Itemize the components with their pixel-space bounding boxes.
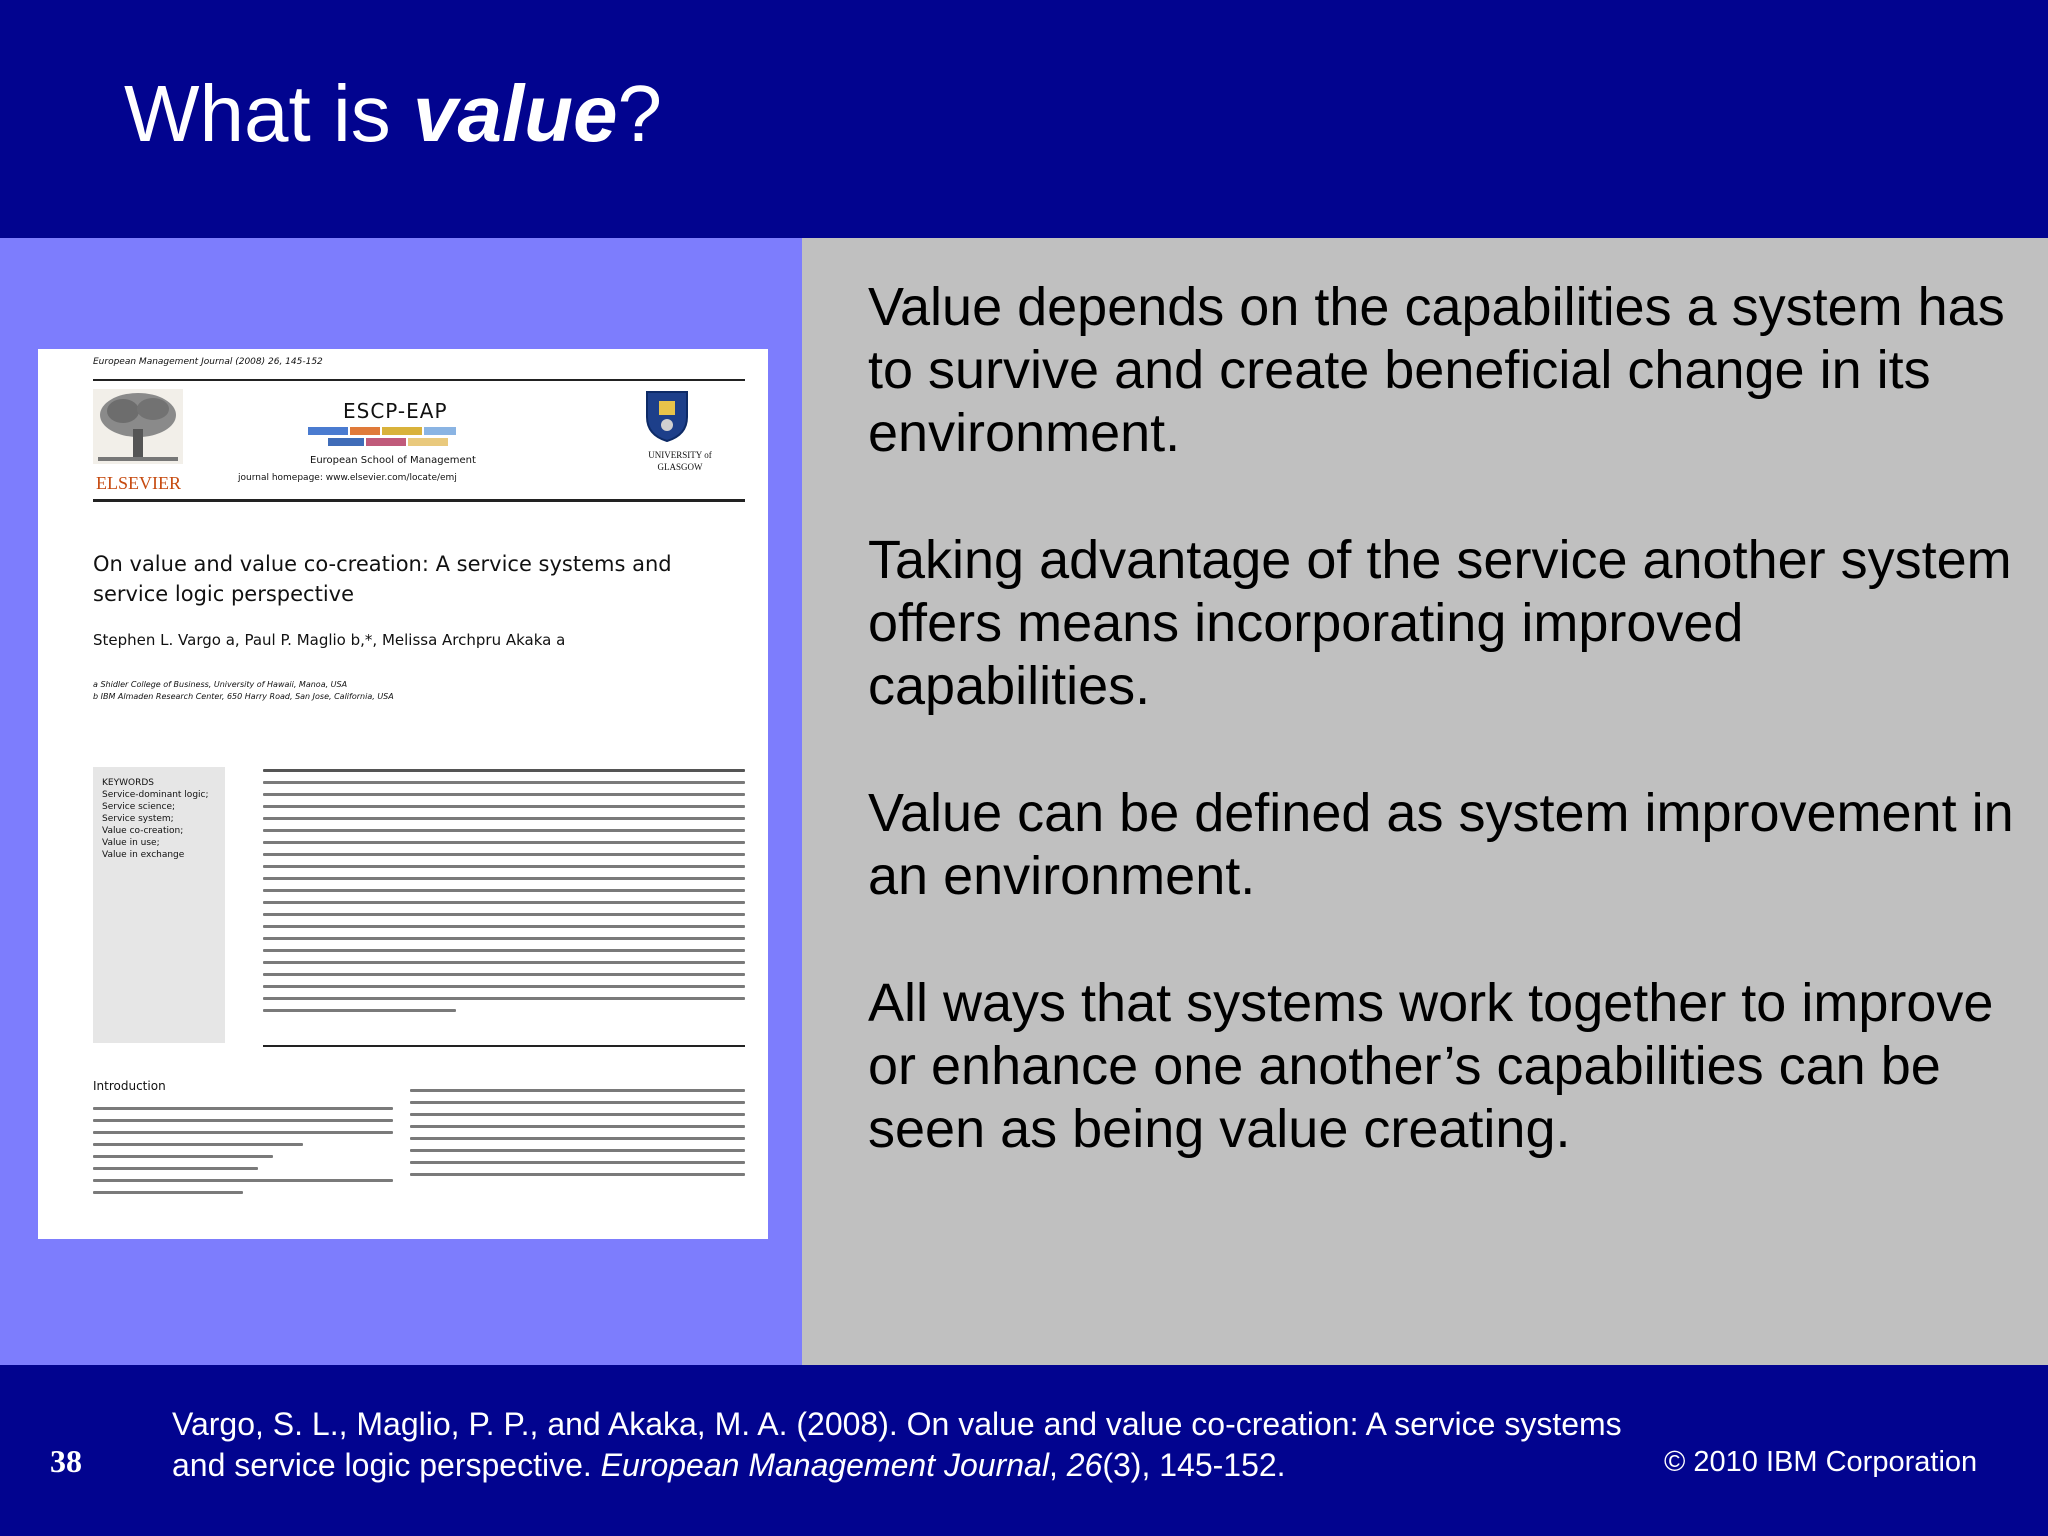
school-logo-bars-icon xyxy=(308,427,458,453)
title-emphasis: value xyxy=(412,69,618,158)
keyword-item: Value in exchange xyxy=(102,850,185,860)
intro-heading: Introduction xyxy=(93,1079,166,1093)
paper-authors: Stephen L. Vargo a, Paul P. Maglio b,*, Melissa Archpru Akaka a xyxy=(93,631,566,649)
keywords-heading: KEYWORDS xyxy=(102,778,154,788)
citation xyxy=(172,1404,1672,1486)
citation-issue-pages: (3), 145-152. xyxy=(1102,1447,1286,1483)
intro-column-right xyxy=(410,1089,745,1185)
slide-title xyxy=(124,68,662,160)
copyright: © 2010 IBM Corporation xyxy=(1664,1446,1978,1478)
body-text xyxy=(868,276,2018,1225)
abstract-bottom-rule xyxy=(263,1045,745,1047)
keyword-item: Service-dominant logic; xyxy=(102,790,209,800)
affiliation-a: a Shidler College of Business, University of Hawaii, Manoa, USA xyxy=(93,680,348,689)
paragraph-value-capabilities: Value depends on the capabilities a system has to survive and create beneficial change in its environment. xyxy=(868,277,2005,463)
title-prefix: What is xyxy=(124,69,413,158)
university-name: UNIVERSITY of GLASGOW xyxy=(648,450,712,472)
citation-volume: 26 xyxy=(1066,1447,1103,1483)
keyword-item: Value in use; xyxy=(102,838,160,848)
paper-header-rule xyxy=(93,499,745,502)
paper-affiliations xyxy=(93,679,394,703)
publisher-logo: ELSEVIER xyxy=(96,473,181,493)
paragraph-value-creating: All ways that systems work together to improve or enhance one another’s capabilities can be seen as being value creating. xyxy=(868,973,1994,1159)
keyword-item: Service science; xyxy=(102,802,176,812)
school-logo: ESCP-EAP xyxy=(343,399,448,423)
intro-column-left xyxy=(93,1107,393,1203)
keyword-item: Service system; xyxy=(102,814,174,824)
paper-journal-line: European Management Journal (2008) 26, 145-152 xyxy=(93,357,323,367)
affiliation-b: b IBM Almaden Research Center, 650 Harry Road, San Jose, California, USA xyxy=(93,692,394,701)
paragraph-taking-advantage: Taking advantage of the service another system offers means incorporating improved capabilities. xyxy=(868,530,2012,716)
journal-homepage: journal homepage: www.elsevier.com/locate/emj xyxy=(238,473,457,483)
citation-authors-title: Vargo, S. L., Maglio, P. P., and Akaka, M. A. (2008). On value and value co-creation: A service systems and service logic perspective. xyxy=(172,1406,1622,1483)
school-name: European School of Management xyxy=(310,455,476,466)
paper-thumbnail xyxy=(38,349,768,1239)
paper-title: On value and value co-creation: A service systems and service logic perspective xyxy=(93,552,672,606)
keywords-list xyxy=(102,777,209,861)
keyword-item: Value co-creation; xyxy=(102,826,184,836)
slide-number: 38 xyxy=(50,1443,82,1479)
abstract-text-block xyxy=(263,769,745,1041)
title-suffix: ? xyxy=(617,69,663,158)
paragraph-value-definition: Value can be defined as system improvement in an environment. xyxy=(868,783,2014,906)
university-crest-icon xyxy=(644,389,690,443)
citation-separator: , xyxy=(1048,1447,1067,1483)
paper-top-rule xyxy=(93,379,745,381)
citation-journal: European Management Journal xyxy=(600,1447,1049,1483)
elsevier-tree-icon xyxy=(93,389,183,464)
